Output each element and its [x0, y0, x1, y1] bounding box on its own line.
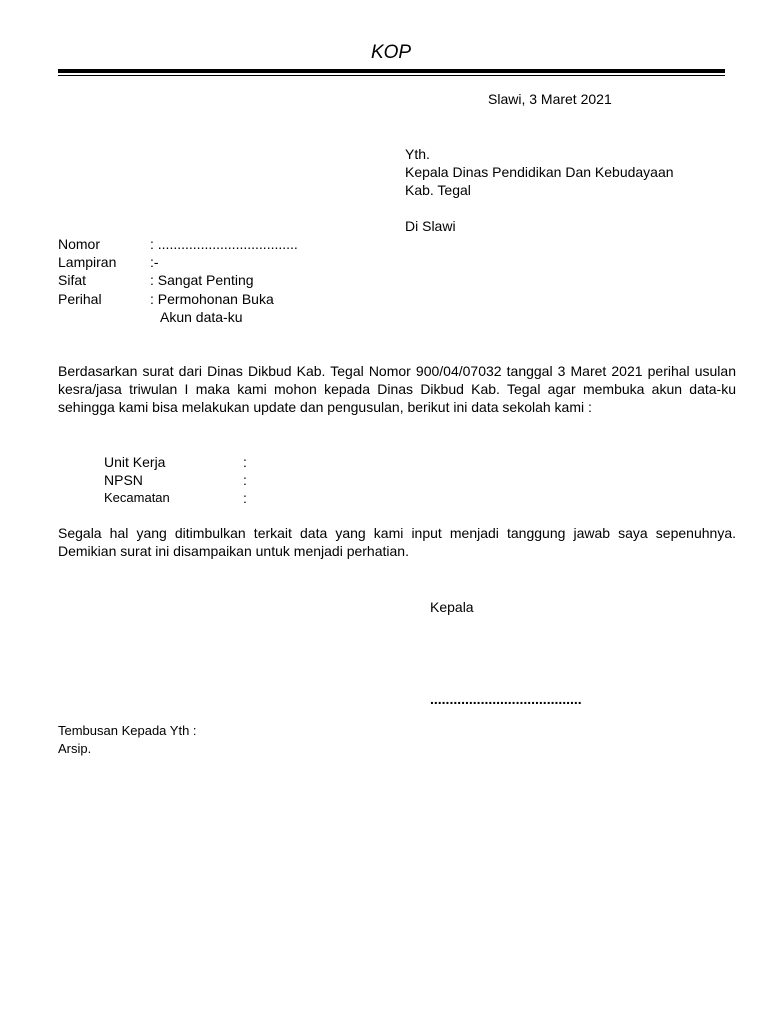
- info-kecamatan-colon: :: [243, 490, 247, 506]
- info-unit-kerja-label: Unit Kerja: [104, 454, 166, 470]
- info-npsn-label: NPSN: [104, 472, 143, 488]
- letterhead-rule-thick: [58, 69, 725, 73]
- meta-perihal-label: Perihal: [58, 291, 102, 307]
- meta-lampiran-label: Lampiran: [58, 254, 117, 270]
- cc-item: Arsip.: [58, 741, 92, 756]
- meta-lampiran-value: :-: [150, 254, 159, 270]
- meta-perihal-value-line-1: : Permohonan Buka: [150, 291, 274, 307]
- meta-sifat-label: Sifat: [58, 272, 87, 288]
- recipient-salutation: Yth.: [405, 146, 430, 162]
- info-npsn-colon: :: [243, 472, 247, 488]
- recipient-location: Di Slawi: [405, 218, 456, 234]
- info-unit-kerja-colon: :: [243, 454, 247, 470]
- place-date: Slawi, 3 Maret 2021: [488, 91, 612, 107]
- letterhead-rule-thin: [58, 75, 725, 76]
- info-kecamatan-label: Kecamatan: [104, 490, 170, 505]
- meta-perihal-value-line-2: Akun data-ku: [160, 309, 243, 325]
- signature-name-placeholder: .......................................: [430, 691, 582, 707]
- meta-nomor-value: : ....................................: [150, 236, 298, 252]
- body-paragraph-2: Segala hal yang ditimbulkan terkait data yang kami input menjadi tanggung jawab saya sepenuhnya. Demikian surat ini disampaikan untuk menjadi perhatian.: [58, 525, 736, 559]
- cc-heading: Tembusan Kepada Yth :: [58, 723, 197, 738]
- meta-nomor-label: Nomor: [58, 236, 101, 252]
- recipient-line-2: Kab. Tegal: [405, 182, 471, 198]
- meta-sifat-value: : Sangat Penting: [150, 272, 254, 288]
- signature-title: Kepala: [430, 599, 474, 615]
- letterhead-kop: KOP: [370, 42, 412, 63]
- recipient-line-1: Kepala Dinas Pendidikan Dan Kebudayaan: [405, 164, 674, 180]
- body-paragraph-1: Berdasarkan surat dari Dinas Dikbud Kab. Tegal Nomor 900/04/07032 tanggal 3 Maret 2021 perihal usulan kesra/jasa triwulan I maka kami mohon kepada Dinas Dikbud Kab. Tegal agar membuka akun data-ku sehingga kami bisa melakukan update dan pengusulan, berikut ini data sekolah kami :: [58, 363, 736, 415]
